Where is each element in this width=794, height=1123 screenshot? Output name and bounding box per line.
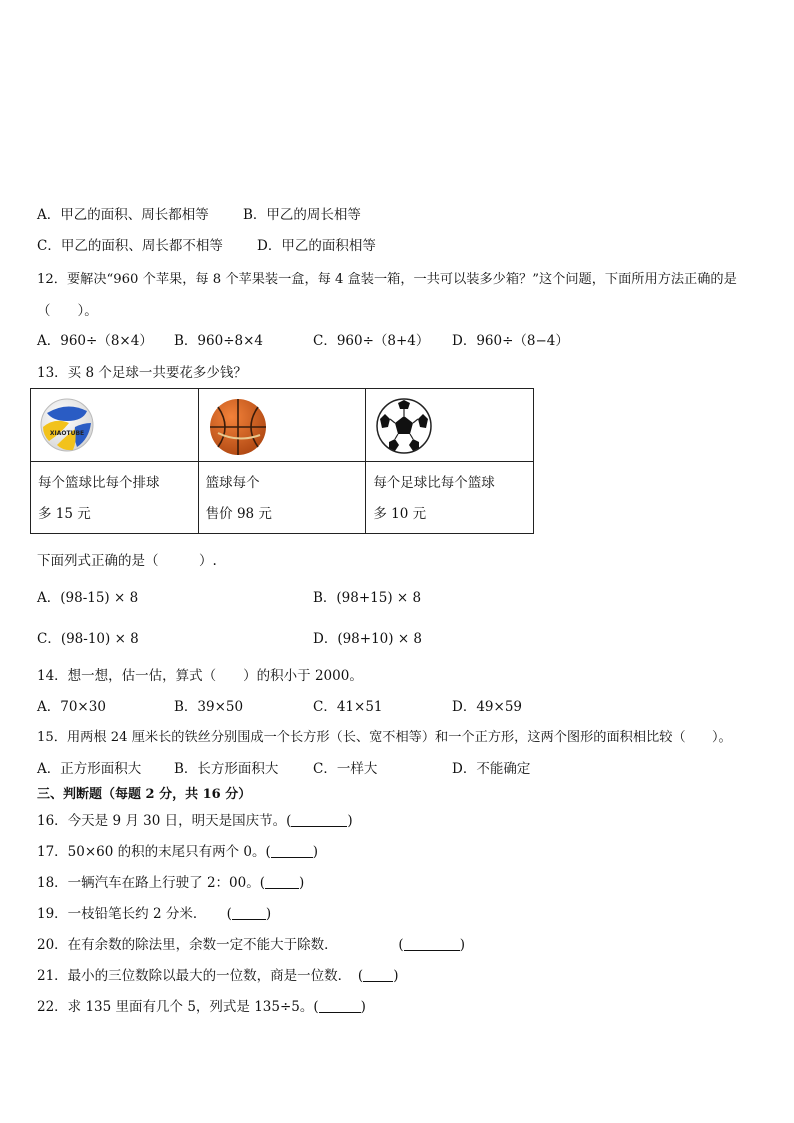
q13-option-a: A．(98-15) × 8	[37, 590, 139, 606]
q13-stem: 13．买 8 个足球一共要花多少钱？	[37, 365, 247, 381]
volleyball-cell	[31, 389, 199, 462]
q12-option-b: B．960÷8×4	[174, 333, 263, 349]
judgment-22-close: )	[360, 999, 366, 1015]
volleyball-icon	[39, 397, 95, 453]
judgment-16-close: )	[347, 813, 353, 829]
basketball-icon	[208, 397, 268, 457]
judgment-20-text: 20．在有余数的除法里，余数一定不能大于除数． (	[37, 937, 404, 953]
football-icon	[375, 397, 433, 455]
judgment-22-answer-blank[interactable]	[319, 998, 361, 1013]
q14-option-b: B．39×50	[174, 699, 244, 715]
football-vs-basketball-cell	[366, 462, 534, 534]
q13-question: 下面列式正确的是（ ）.	[37, 553, 217, 569]
judgment-16-answer-blank[interactable]	[291, 812, 347, 827]
judgment-21-answer-blank[interactable]	[363, 967, 393, 982]
col3-line1: 每个足球比每个篮球	[373, 475, 495, 491]
q14-option-d: D．49×59	[452, 699, 522, 715]
col1-line2: 多 15 元	[38, 506, 91, 522]
judgment-18	[37, 874, 304, 892]
judgment-17-close: )	[312, 844, 319, 860]
judgment-18-text: 18．一辆汽车在路上行驶了 2：00。(	[37, 875, 266, 891]
q13-option-b: B．(98+15) × 8	[313, 590, 422, 606]
q13-option-d: D．(98+10) × 8	[313, 631, 423, 647]
q15-option-d: D．不能确定	[452, 761, 531, 777]
judgment-16-text: 16．今天是 9 月 30 日，明天是国庆节。(	[37, 813, 292, 829]
judgment-18-answer-blank[interactable]	[265, 874, 299, 889]
q15-option-b: B．长方形面积大	[174, 761, 279, 777]
q11-option-c: C．甲乙的面积、周长都不相等	[37, 238, 223, 254]
judgment-19-close: )	[265, 906, 272, 922]
basketball-vs-volleyball-cell	[31, 462, 199, 534]
judgment-16	[37, 812, 353, 830]
q14-option-c: C．41×51	[313, 699, 383, 715]
basketball-cell	[198, 389, 366, 462]
q11-option-b: B．甲乙的周长相等	[243, 207, 361, 223]
q12-stem-line2: （ ）。	[37, 303, 98, 319]
q15-option-a: A．正方形面积大	[37, 761, 142, 777]
volleyball-brand: XIAOTUBE	[49, 430, 85, 437]
q12-option-d: D．960÷（8−4）	[452, 333, 569, 349]
q14-stem: 14．想一想，估一估，算式（ ）的积小于 2000。	[37, 668, 363, 684]
q15-stem: 15．用两根 24 厘米长的铁丝分别围成一个长方形（长、宽不相等）和一个正方形，这两个图形的面积相比较（ ）。	[37, 730, 732, 745]
col3-line2: 多 10 元	[373, 506, 427, 522]
q14-option-a: A．70×30	[37, 699, 106, 715]
q11-option-d: D．甲乙的面积相等	[257, 238, 376, 254]
judgment-19-answer-blank[interactable]	[232, 905, 266, 920]
basketball-price-cell	[198, 462, 366, 534]
judgment-20-answer-blank[interactable]	[404, 936, 460, 951]
judgment-21-text: 21．最小的三位数除以最大的一位数，商是一位数． (	[37, 968, 364, 984]
q12-stem-line1: 12．要解决“960 个苹果，每 8 个苹果装一盒，每 4 盒装一箱，一共可以装多少箱？”这个问题，下面所用方法正确的是	[37, 272, 737, 287]
q11-option-a: A．甲乙的面积、周长都相等	[37, 207, 209, 223]
judgment-19	[37, 905, 271, 923]
judgment-21	[37, 967, 398, 985]
judgment-20	[37, 936, 465, 954]
judgment-19-text: 19．一枝铅笔长约 2 分米． (	[37, 906, 232, 922]
q15-option-c: C．一样大	[313, 761, 378, 777]
judgment-20-close: )	[459, 937, 465, 953]
col2-line2: 售价 98 元	[205, 506, 272, 522]
q12-option-a: A．960÷（8×4）	[37, 333, 153, 349]
judgment-17-answer-blank[interactable]	[271, 843, 313, 858]
col1-line1: 每个篮球比每个排球	[38, 475, 160, 491]
football-cell	[366, 389, 534, 462]
col2-line1: 篮球每个	[205, 475, 260, 491]
judgment-17	[37, 843, 318, 861]
section3-title: 三、判断题（每题 2 分，共 16 分）	[37, 787, 252, 802]
ball-price-table	[30, 388, 534, 534]
judgment-21-close: )	[393, 968, 399, 984]
judgment-22-text: 22．求 135 里面有几个 5，列式是 135÷5。(	[37, 999, 319, 1015]
judgment-22	[37, 998, 366, 1016]
judgment-18-close: )	[299, 875, 305, 891]
q12-option-c: C．960÷（8+4）	[313, 333, 430, 349]
judgment-17-text: 17．50×60 的积的末尾只有两个 0。(	[37, 844, 271, 860]
q13-option-c: C．(98-10) × 8	[37, 631, 139, 647]
